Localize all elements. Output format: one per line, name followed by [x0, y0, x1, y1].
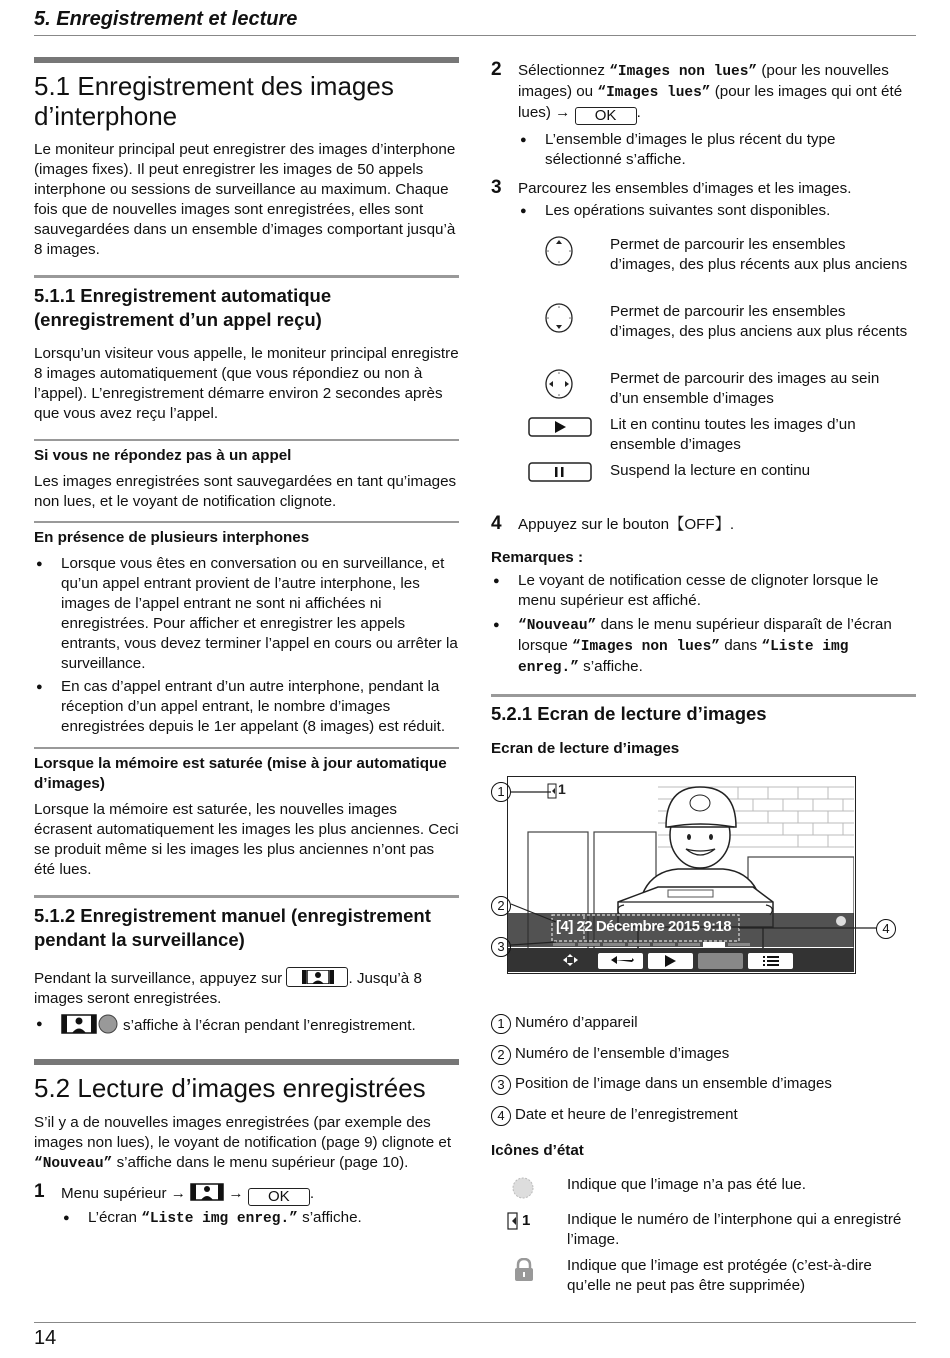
section-5-2-title: 5.2 Lecture d’images enregistrées — [34, 1073, 426, 1103]
step-2-text: Sélectionnez “Images non lues” (pour les nouvelles images) ou “Images lues” (pour les images qui ont été lues) → OK . — [518, 62, 903, 124]
section-5-1-1-title: 5.1.1 Enregistrement automatique (enregistrement d’un appel reçu) — [34, 285, 332, 330]
memory-full-heading: Lorsque la mémoire est saturée (mise à jour automatique d’images) — [34, 755, 447, 792]
legend-item-4: 4 Date et heure de l’enregistrement — [491, 1105, 738, 1126]
playback-screen — [507, 776, 856, 974]
play-button-icon — [528, 417, 592, 443]
header-title: 5. Enregistrement et lecture — [34, 8, 298, 30]
step-2-number: 2 — [491, 59, 502, 80]
op-text-1: Permet de parcourir les ensembles d’images, des plus récents aux plus anciens — [610, 236, 908, 273]
recording-indicator-bullet: ● s’affiche à l’écran pendant l’enregistrement. — [34, 1014, 459, 1040]
divider — [34, 439, 459, 441]
step-4-text: Appuyez sur le bouton【OFF】. — [518, 516, 735, 533]
subsection-divider — [34, 275, 459, 278]
section-5-1-1-paragraph: Lorsqu’un visiteur vous appelle, le moniteur principal enregistre 8 images automatiquement (que vous répondiez ou non à l’appel). L’enregistrement démarre environ 2 secondes après que vous avez reçu l’appel. — [34, 345, 459, 422]
legend-item-3: 3 Position de l’image dans un ensemble d’images — [491, 1074, 832, 1095]
status-text-unread: Indique que l’image n’a pas été lue. — [567, 1176, 806, 1193]
status-text-lock: Indique que l’image est protégée (c’est-à-dire qu’elle ne peut pas être supprimée) — [567, 1257, 872, 1294]
callout-2: 2 — [491, 895, 515, 916]
multi-bullet-2: ● En cas d’appel entrant d’un autre interphone, pendant la réception d’un appel entrant, le nombre d’images enregistrées depuis le 1er appelant (8 images) est réduit. — [34, 677, 459, 737]
pause-button-icon — [528, 462, 592, 488]
op-text-2: Permet de parcourir les ensembles d’images, des plus anciens aux plus récents — [610, 303, 908, 340]
step-1-bullet: ● L’écran “Liste img enreg.” s’affiche. — [61, 1208, 459, 1229]
step-1-number: 1 — [34, 1181, 45, 1202]
step-3-number: 3 — [491, 177, 502, 198]
lock-icon — [513, 1258, 535, 1288]
no-answer-paragraph: Les images enregistrées sont sauvegardées en tant qu’images non lues, et le voyant de notification clignote. — [34, 473, 457, 510]
section-5-1-2-paragraph: Pendant la surveillance, appuyez sur . Jusqu’à 8 images seront enregistrées. — [34, 967, 459, 1009]
section-divider — [34, 57, 459, 63]
recording-indicator-icon — [61, 1014, 119, 1040]
off-key: 【OFF】 — [669, 516, 730, 533]
multi-doorphone-heading: En présence de plusieurs interphones — [34, 529, 310, 546]
page-header — [34, 6, 916, 36]
record-button-icon — [286, 967, 348, 987]
footer-divider — [34, 1322, 916, 1323]
doorphone-number-label: 1 — [522, 1212, 531, 1229]
ok-button-icon: OK — [248, 1188, 310, 1206]
op-text-4: Lit en continu toutes les images d’un ensemble d’images — [610, 416, 856, 453]
nav-down-icon — [545, 303, 573, 339]
ok-button-icon: OK — [575, 107, 637, 125]
step-2-bullet: ● L’ensemble d’images le plus récent du type sélectionné s’affiche. — [518, 130, 916, 170]
memory-full-paragraph: Lorsque la mémoire est saturée, les nouvelles images écrasent automatiquement les images les plus anciennes. Ceci se produit même si les images les plus anciennes n’ont pas été lues. — [34, 801, 459, 878]
section-5-1-2-title: 5.1.2 Enregistrement manuel (enregistrement pendant la surveillance) — [34, 905, 431, 950]
screen-device-number: 1 — [558, 781, 566, 797]
divider — [34, 747, 459, 749]
section-5-2-paragraph: S’il y a de nouvelles images enregistrées (par exemple des images non lues), le voyant de notification (page 9) clignote et “Nouveau” s’affiche dans le menu supérieur (page 10). — [34, 1114, 452, 1172]
nav-left-right-icon — [545, 369, 573, 405]
step-3-bullet: ● Les opérations suivantes sont disponibles. — [518, 201, 916, 221]
divider — [34, 521, 459, 523]
callout-4: 4 — [876, 918, 900, 939]
remark-2: ● “Nouveau” dans le menu supérieur disparaît de l’écran lorsque “Images non lues” dans “Liste img enreg.” s’affiche. — [491, 615, 916, 678]
unread-dot-icon — [512, 1177, 534, 1205]
step-4-number: 4 — [491, 513, 502, 534]
remark-1: ● Le voyant de notification cesse de clignoter lorsque le menu supérieur est affiché. — [491, 571, 916, 611]
page-number: 14 — [34, 1327, 57, 1349]
section-divider — [34, 1059, 459, 1065]
legend-item-2: 2 Numéro de l’ensemble d’images — [491, 1044, 729, 1065]
no-answer-heading: Si vous ne répondez pas à un appel — [34, 447, 292, 464]
op-text-3: Permet de parcourir des images au sein d’un ensemble d’images — [610, 370, 880, 407]
recorded-images-icon — [190, 1183, 224, 1207]
step-1-text: Menu supérieur → → OK . — [61, 1185, 315, 1205]
subsection-divider — [34, 895, 459, 898]
multi-bullet-1: ● Lorsque vous êtes en conversation ou en surveillance, et qu’un appel entrant provient de l’autre interphone, les images de l’appel entrant ne sont ni affichées ni enregistrées. Pour afficher et enregistrer les appels entrants, vous devez terminer l’appel en cours ou arrêter la surveillance. — [34, 554, 459, 674]
callout-1: 1 — [491, 781, 515, 802]
remarks-heading: Remarques : — [491, 549, 584, 566]
doorphone-number-icon — [507, 1211, 531, 1237]
screen-heading: Ecran de lecture d’images — [491, 740, 680, 757]
status-text-doorphone: Indique le numéro de l’interphone qui a enregistré l’image. — [567, 1211, 902, 1248]
nav-up-icon — [545, 236, 573, 272]
callout-3: 3 — [491, 936, 515, 957]
legend-item-1: 1 Numéro d’appareil — [491, 1013, 638, 1034]
step-3-text: Parcourez les ensembles d’images et les images. — [518, 180, 852, 197]
status-icons-heading: Icônes d’état — [491, 1142, 584, 1159]
op-text-5: Suspend la lecture en continu — [610, 462, 811, 479]
screen-overlay-text: [4] 22 Décembre 2015 9:18 — [556, 918, 732, 935]
section-5-1-paragraph: Le moniteur principal peut enregistrer des images d’interphone (images fixes). Il peut enregistrer les images de 50 appels interphone ou sessions de surveillance au maximum. Chaque fois que de nouvelles images sont enregistrées, elles sont sauvegardées dans un ensemble d’images comportant jusqu’à 8 images. — [34, 141, 456, 258]
section-5-1-title: 5.1 Enregistrement des images d’interphone — [34, 71, 394, 131]
subsection-divider — [491, 694, 916, 697]
section-5-2-1-title: 5.2.1 Ecran de lecture d’images — [491, 703, 767, 724]
